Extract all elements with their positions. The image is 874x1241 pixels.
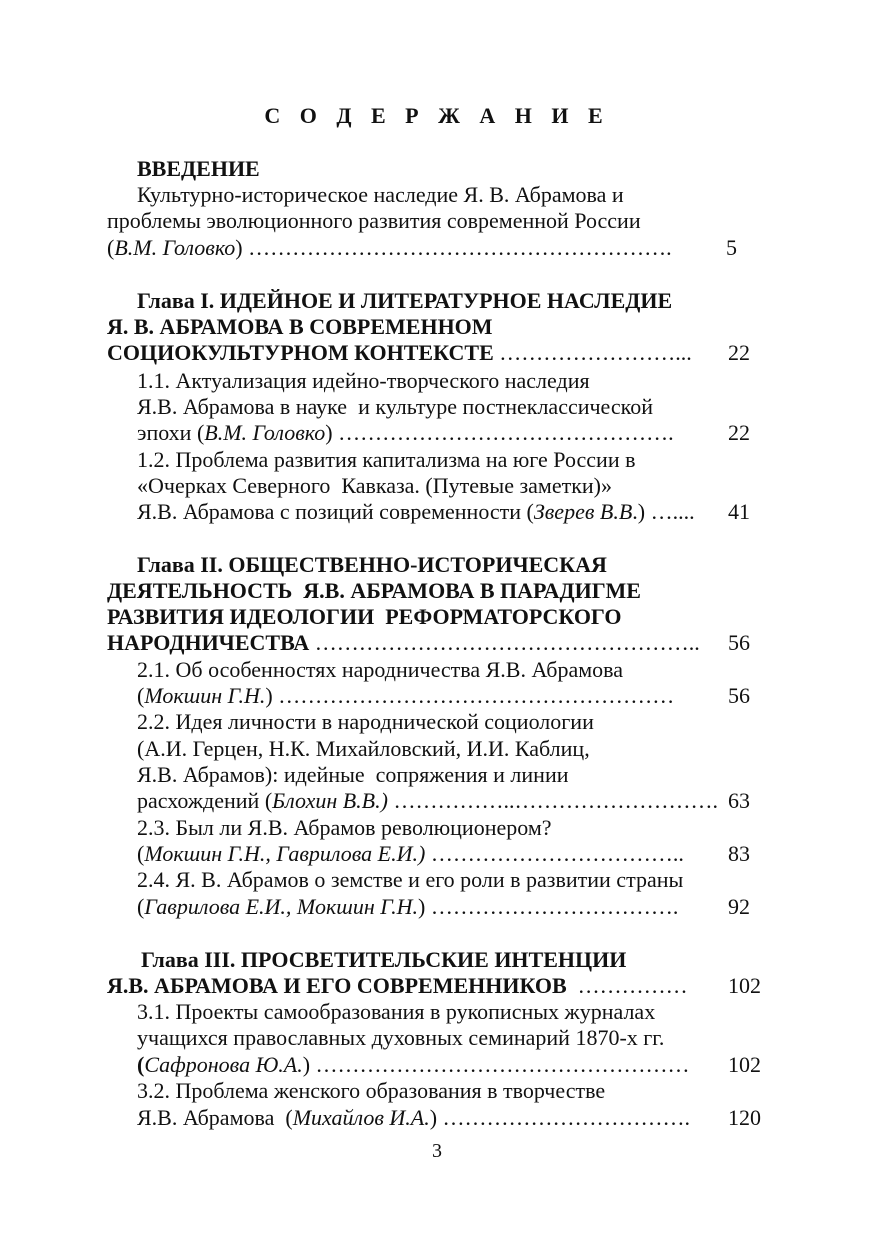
page-ref: 56 <box>728 683 750 708</box>
chapter-heading: Глава III. ПРОСВЕТИТЕЛЬСКИЕ ИНТЕНЦИИ <box>141 947 627 972</box>
section-entry: (Сафронова Ю.А.) …………………………………………… <box>137 1052 690 1077</box>
section-entry: Я.В. Абрамова (Михайлов И.А.) ……………………………. <box>137 1105 691 1130</box>
intro-line: Культурно-историческое наследие Я. В. Абрамова и <box>137 182 624 207</box>
page-title: С О Д Е Р Ж А Н И Е <box>264 103 610 128</box>
page-ref: 5 <box>726 235 737 260</box>
chapter-heading: Глава I. ИДЕЙНОЕ И ЛИТЕРАТУРНОЕ НАСЛЕДИЕ <box>137 288 673 313</box>
author-name: Михайлов И.А. <box>292 1105 430 1130</box>
chapter-heading: Я. В. АБРАМОВА В СОВРЕМЕННОМ <box>107 314 493 339</box>
author-name: Гаврилова Е.И., Мокшин Г.Н. <box>144 894 419 919</box>
section-title: учащихся православных духовных семинарий 1870-х гг. <box>137 1025 665 1050</box>
section-title: 2.3. Был ли Я.В. Абрамов революционером? <box>137 815 552 840</box>
section-entry: (Мокшин Г.Н.) ……………………………………………… <box>137 683 675 708</box>
section-title: 1.1. Актуализация идейно-творческого наследия <box>137 368 590 393</box>
author-name: Блохин В.В.) <box>272 788 388 813</box>
chapter-heading-line: НАРОДНИЧЕСТВА …………………………………………….. <box>107 630 700 655</box>
section-title: 1.2. Проблема развития капитализма на юге России в <box>137 447 636 472</box>
section-entry: расхождений (Блохин В.В.) ……………..………………………. <box>137 788 718 813</box>
page-ref: 102 <box>728 973 761 998</box>
page-ref: 22 <box>728 340 750 365</box>
chapter-heading-line: СОЦИОКУЛЬТУРНОМ КОНТЕКСТЕ ……………………... <box>107 340 692 365</box>
page-ref: 92 <box>728 894 750 919</box>
author-name: Мокшин Г.Н., Гаврилова Е.И.) <box>144 841 426 866</box>
page-number: 3 <box>432 1140 442 1162</box>
section-title: 2.2. Идея личности в народнической социологии <box>137 709 594 734</box>
section-entry: (Гаврилова Е.И., Мокшин Г.Н.) ……………………………. <box>137 894 679 919</box>
author-name: Мокшин Г.Н. <box>144 683 266 708</box>
section-title: 3.1. Проекты самообразования в рукописных журналах <box>137 999 656 1024</box>
page-ref: 41 <box>728 499 750 524</box>
page-ref: 56 <box>728 630 750 655</box>
section-title: Я.В. Абрамов): идейные сопряжения и линии <box>137 762 569 787</box>
chapter-heading: РАЗВИТИЯ ИДЕОЛОГИИ РЕФОРМАТОРСКОГО <box>107 604 622 629</box>
section-title: (А.И. Герцен, Н.К. Михайловский, И.И. Каблиц, <box>137 736 590 761</box>
page-ref: 22 <box>728 420 750 445</box>
page-ref: 102 <box>728 1052 761 1077</box>
page-ref: 120 <box>728 1105 761 1130</box>
chapter-heading: Глава II. ОБЩЕСТВЕННО-ИСТОРИЧЕСКАЯ <box>137 552 607 577</box>
chapter-heading-line: Я.В. АБРАМОВА И ЕГО СОВРЕМЕННИКОВ …………… <box>107 973 688 998</box>
section-entry: (Мокшин Г.Н., Гаврилова Е.И.) …………………………….. <box>137 841 684 866</box>
intro-heading: ВВЕДЕНИЕ <box>137 156 260 181</box>
section-title: 2.4. Я. В. Абрамов о земстве и его роли в развитии страны <box>137 867 684 892</box>
author-name: В.М. Головко <box>204 420 326 445</box>
author-name: Сафронова Ю.А. <box>144 1052 303 1077</box>
section-title: 2.1. Об особенностях народничества Я.В. Абрамова <box>137 657 623 682</box>
author-name: В.М. Головко <box>114 235 236 260</box>
intro-line: проблемы эволюционного развития современной России <box>107 208 641 233</box>
section-title: «Очерках Северного Кавказа. (Путевые заметки)» <box>137 473 612 498</box>
intro-entry: (В.М. Головко) …………………………………………………. <box>107 235 672 260</box>
section-entry: Я.В. Абрамова с позиций современности (Зверев В.В.) ….... <box>137 499 695 524</box>
section-title: Я.В. Абрамова в науке и культуре постнеклассической <box>137 394 653 419</box>
chapter-heading: ДЕЯТЕЛЬНОСТЬ Я.В. АБРАМОВА В ПАРАДИГМЕ <box>107 578 641 603</box>
page-ref: 83 <box>728 841 750 866</box>
page-ref: 63 <box>728 788 750 813</box>
author-name: Зверев В.В <box>533 499 633 524</box>
section-entry: эпохи (В.М. Головко) ………………………………………. <box>137 420 674 445</box>
section-title: 3.2. Проблема женского образования в творчестве <box>137 1078 606 1103</box>
